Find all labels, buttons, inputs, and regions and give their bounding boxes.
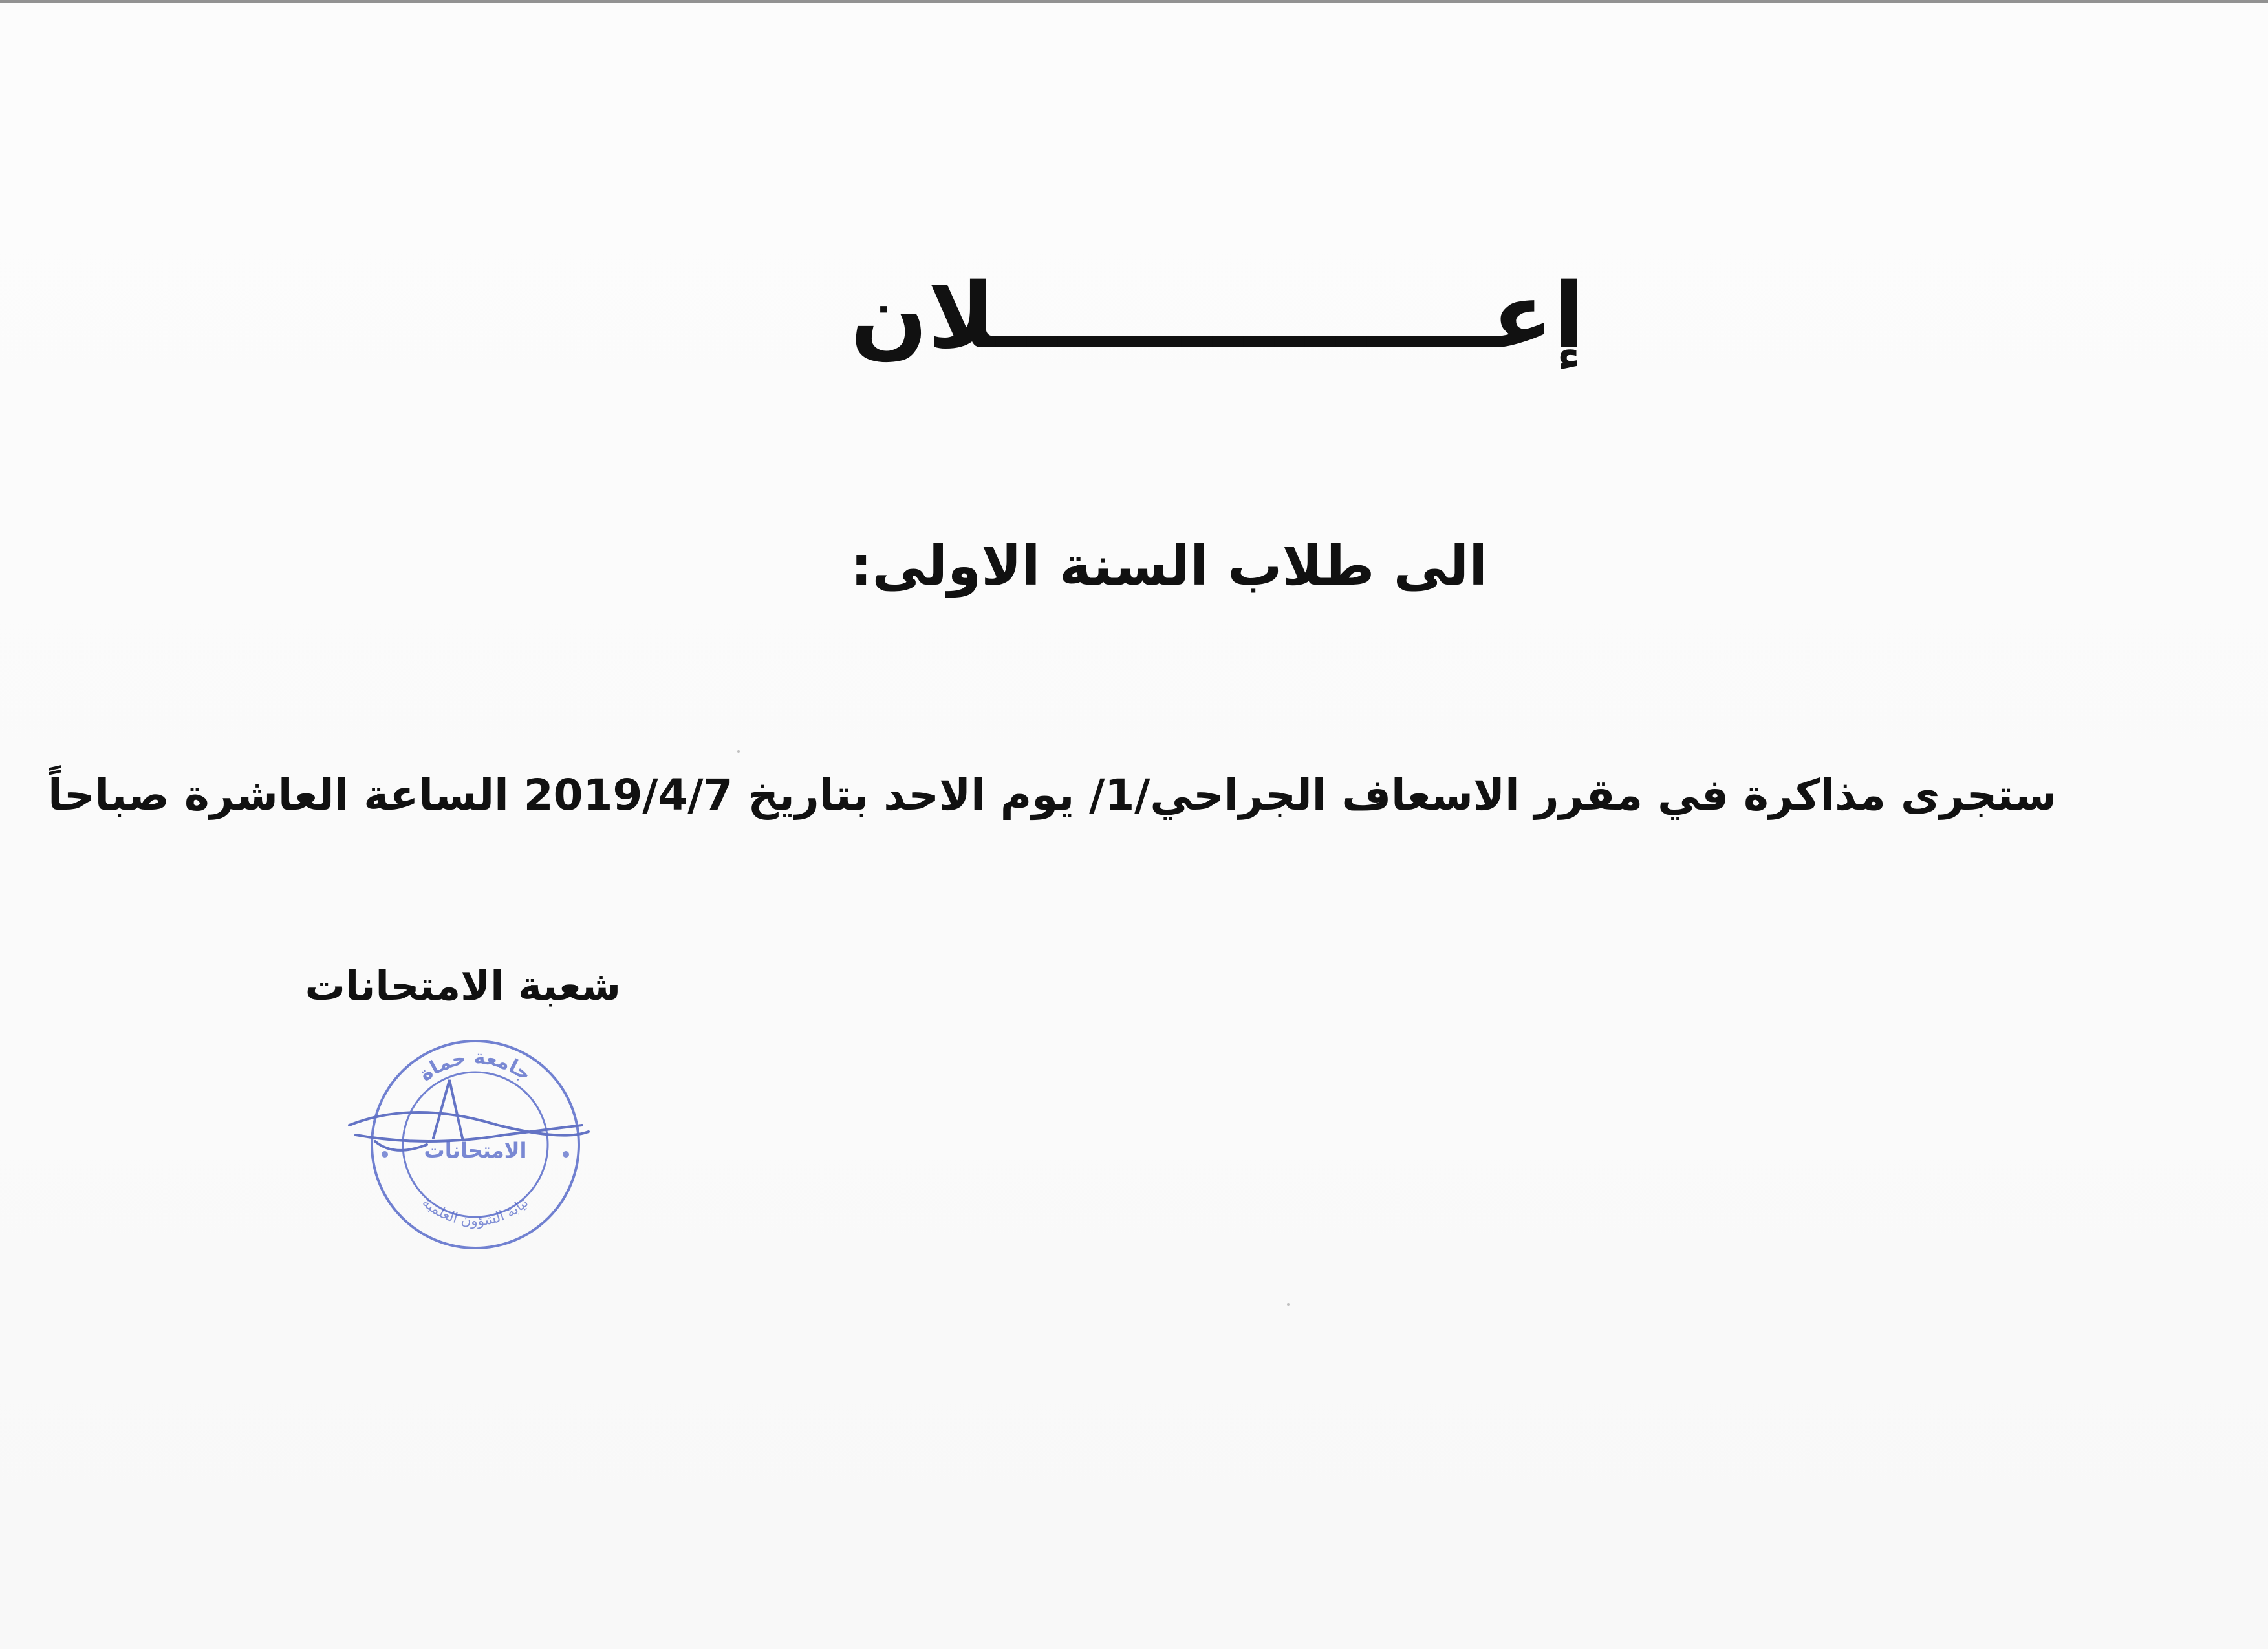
- stamp-inner-text: الامتحانات: [424, 1138, 527, 1163]
- scan-top-edge: [0, 0, 2268, 3]
- stamp-top-arc-text: جامعة حماة: [415, 1046, 535, 1086]
- stamp-graphic: [336, 1028, 608, 1261]
- stamp-star-right: [563, 1151, 569, 1158]
- stamp-bottom-arc-text: نيابة الشؤون العلمية: [418, 1194, 532, 1230]
- official-stamp: [336, 1028, 608, 1261]
- announcement-body: ستجرى مذاكرة في مقرر الاسعاف الجراحي/1/ يوم الاحد بتاريخ 2019/4/7 الساعة العاشرة صباحاً: [48, 770, 2057, 820]
- scan-speck: [737, 750, 740, 753]
- announcement-title: إعــــــــــــــــلان: [850, 264, 1584, 369]
- stamp-star-left: [382, 1151, 388, 1158]
- recipient-line: الى طلاب السنة الاولى:: [850, 534, 1487, 598]
- signature-department: شعبة الامتحانات: [305, 962, 621, 1009]
- scan-speck: [1287, 1303, 1290, 1306]
